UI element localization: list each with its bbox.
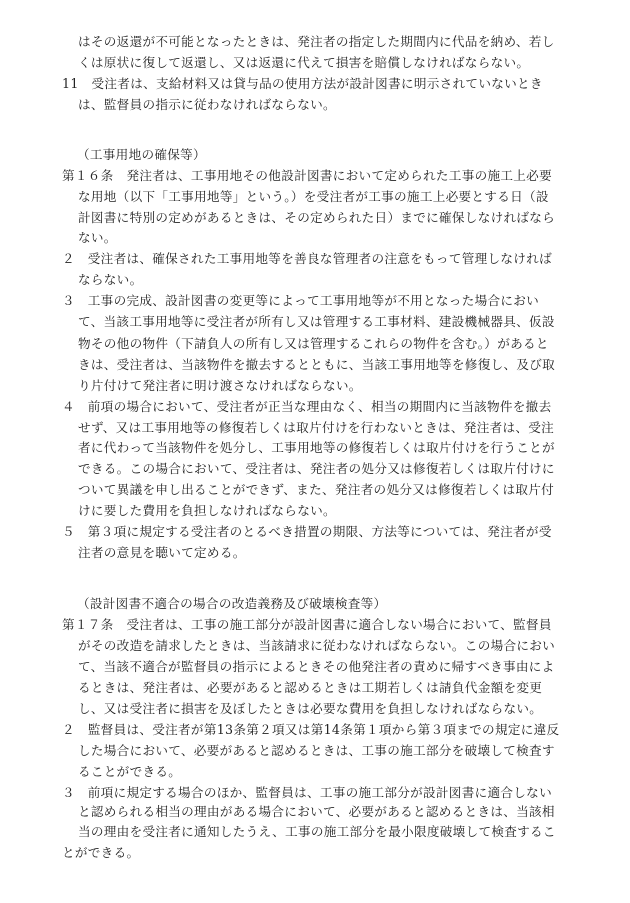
text-line: ２ 監督員は、受注者が第13条第２項又は第14条第１項から第３項までの規定に違反: [62, 722, 560, 738]
text-line: 当の理由を受注者に通知したうえ、工事の施工部分を最小限度破壊して検査するこ: [78, 823, 556, 839]
text-line: な用地（以下「工事用地等」という。）を受注者が工事の施工上必要とする日（設: [78, 188, 549, 204]
section-heading: （設計図書不適合の場合の改造義務及び破壊検査等）: [77, 595, 387, 611]
text-line: 者に代わって当該物件を処分し、工事用地等の修復若しくは取片付けを行うことが: [78, 440, 555, 455]
text-line: できる。この場合において、受注者は、発注者の処分又は修復若しくは取片付けに: [78, 461, 555, 476]
text-line: けに要した費用を負担しなければならない。: [78, 503, 336, 519]
text-line: ５ 第３項に規定する受注者のとるべき措置の期限、方法等については、発注者が受: [62, 524, 552, 540]
text-line: せず、又は工事用地等の修復若しくは取片付けを行わないときは、発注者は、受注: [78, 419, 555, 435]
text-line: ついて異議を申し出ることができず、また、発注者の処分又は修復若しくは取片付: [78, 482, 555, 498]
text-line: ４ 前項の場合において、受注者が正当な理由なく、相当の期間内に当該物件を撤去: [62, 398, 552, 414]
text-line: 計図書に特別の定めがあるときは、その定められた日）までに確保しなければなら: [78, 209, 556, 225]
text-line: ３ 工事の完成、設計図書の変更等によって工事用地等が不用となった場合におい: [62, 293, 540, 309]
text-line: くは原状に復して返還し、又は返還に代えて損害を賠償しなければならない。: [78, 55, 530, 71]
text-line: ならない。: [78, 272, 143, 288]
text-line: とができる。: [62, 845, 140, 860]
text-line: て、当該不適合が監督員の指示によるときその他発注者の責めに帰すべき事由によ: [78, 659, 555, 674]
text-line: ３ 前項に規定する場合のほか、監督員は、工事の施工部分が設計図書に適合しない: [62, 784, 552, 800]
text-line: て、当該工事用地等に受注者が所有し又は管理する工事材料、建設機械器具、仮設: [78, 314, 555, 330]
text-line: は、監督員の指示に従わなければならない。: [78, 97, 336, 113]
text-line: した場合において、必要があると認めるときは、工事の施工部分を破壊して検査す: [78, 743, 555, 759]
text-line: 物その他の物件（下請負人の所有し又は管理するこれらの物件を含む。）があると: [78, 335, 549, 351]
text-line: り片付けて発注者に明け渡さなければならない。: [78, 377, 362, 393]
text-line: と認められる相当の理由がある場合において、必要があると認めるときは、当該相: [78, 803, 555, 819]
text-line: ２ 受注者は、確保された工事用地等を善良な管理者の注意をもって管理しなければ: [62, 251, 552, 267]
text-line: 11 受注者は、支給材料又は貸与品の使用方法が設計図書に明示されていないとき: [62, 76, 543, 92]
text-line: 注者の意見を聴いて定める。: [78, 545, 246, 561]
article-title-line: 第１７条 受注者は、工事の施工部分が設計図書に適合しない場合において、監督員: [62, 616, 552, 632]
text-line: はその返還が不可能となったときは、発注者の指定した期間内に代品を納め、若し: [78, 34, 555, 49]
section-heading: （工事用地の確保等）: [77, 146, 206, 162]
text-line: るときは、発注者は、必要があると認めるときは工期若しくは請負代金額を変更: [78, 680, 543, 696]
text-line: ることができる。: [78, 764, 182, 780]
text-line: ない。: [78, 230, 117, 246]
text-line: がその改造を請求したときは、当該請求に従わなければならない。この場合におい: [78, 637, 556, 653]
text-line: し、又は受注者に損害を及ぼしたときは必要な費用を負担しなければならない。: [78, 701, 543, 717]
article-title-line: 第１６条 発注者は、工事用地その他設計図書において定められた工事の施工上必要: [62, 167, 552, 183]
text-line: きは、受注者は、当該物件を撤去するとともに、当該工事用地等を修復し、及び取: [78, 356, 556, 372]
